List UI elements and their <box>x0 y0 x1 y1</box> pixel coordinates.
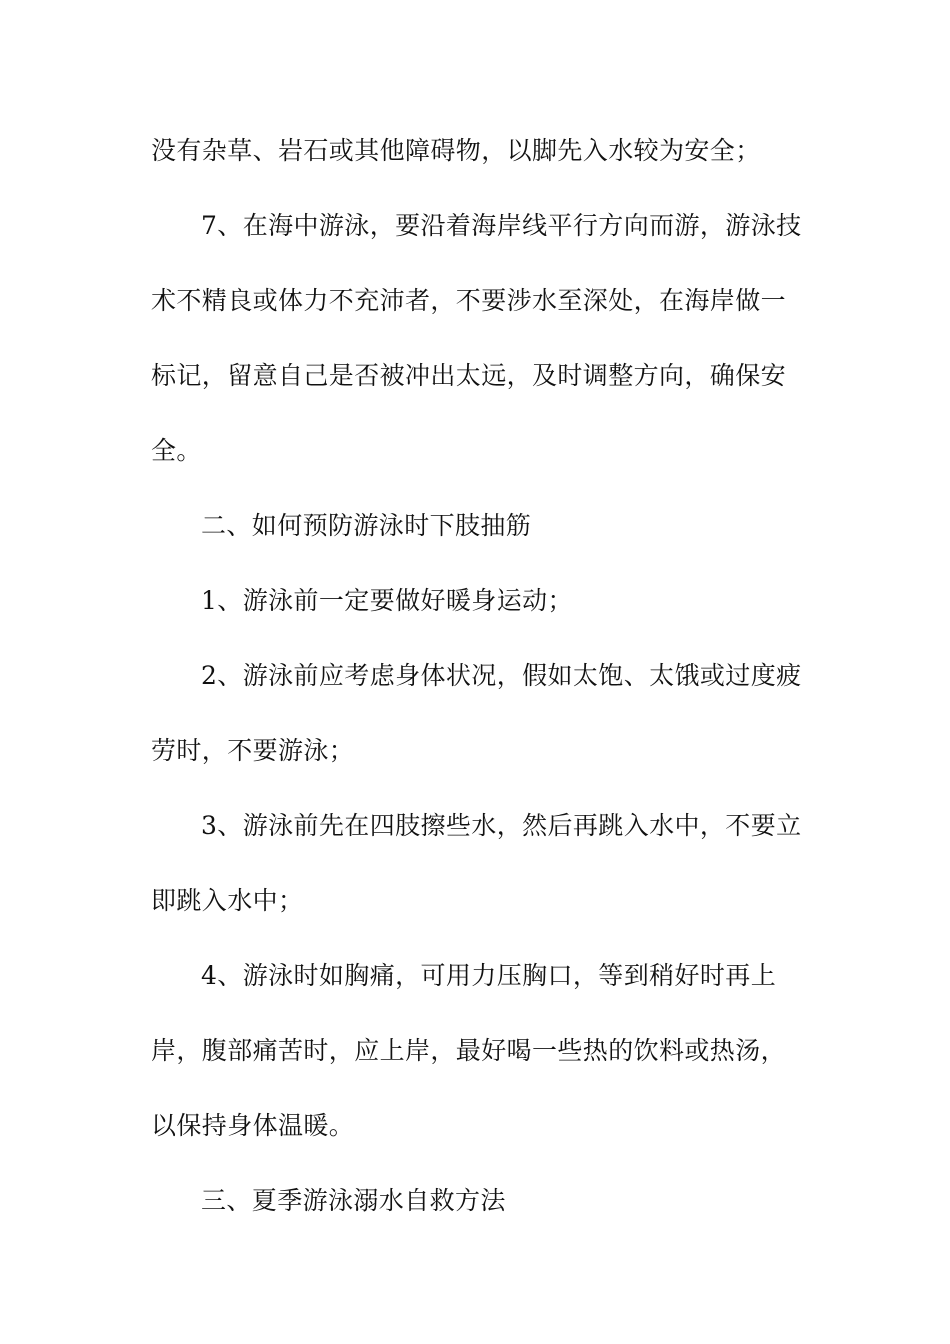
text-line: 没有杂草、岩石或其他障碍物，以脚先入水较为安全； <box>151 136 761 165</box>
text-line: 岸，腹部痛苦时，应上岸，最好喝一些热的饮料或热汤， <box>151 1036 787 1065</box>
text-line: 4、游泳时如胸痛，可用力压胸口，等到稍好时再上 <box>201 961 777 990</box>
text-line: 标记，留意自己是否被冲出太远，及时调整方向，确保安 <box>151 361 787 390</box>
text-line: 以保持身体温暖。 <box>151 1111 355 1140</box>
text-line: 7、在海中游泳，要沿着海岸线平行方向而游，游泳技 <box>201 211 802 240</box>
section-heading: 三、夏季游泳溺水自救方法 <box>201 1186 506 1215</box>
text-line: 劳时，不要游泳； <box>151 736 355 765</box>
text-line: 全。 <box>151 436 202 465</box>
text-line: 1、游泳前一定要做好暖身运动； <box>201 586 573 615</box>
text-line: 术不精良或体力不充沛者，不要涉水至深处，在海岸做一 <box>151 286 787 315</box>
text-line: 3、游泳前先在四肢擦些水，然后再跳入水中，不要立 <box>201 811 802 840</box>
section-heading: 二、如何预防游泳时下肢抽筋 <box>201 511 532 540</box>
text-line: 2、游泳前应考虑身体状况，假如太饱、太饿或过度疲 <box>201 661 802 690</box>
text-line: 即跳入水中； <box>151 886 304 915</box>
